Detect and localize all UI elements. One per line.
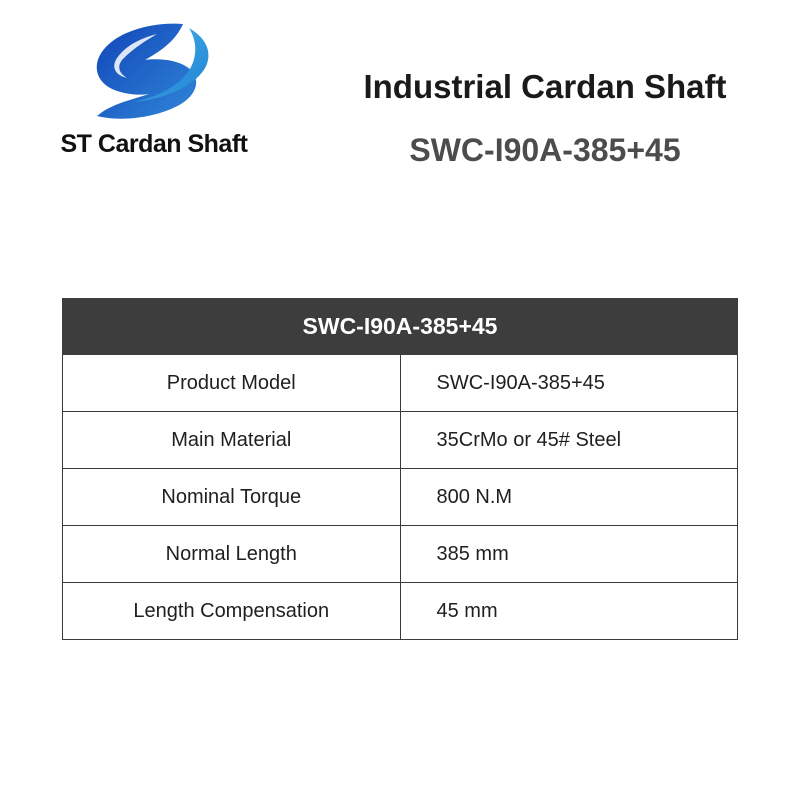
table-row: [63, 583, 738, 640]
row-value: 35CrMo or 45# Steel: [400, 412, 738, 469]
row-label: Length Compensation: [63, 583, 401, 640]
row-value: SWC-I90A-385+45: [400, 355, 738, 412]
row-value: 45 mm: [400, 583, 738, 640]
row-value: 385 mm: [400, 526, 738, 583]
table-row: [63, 412, 738, 469]
table-row: [63, 355, 738, 412]
specification-table: [62, 298, 738, 640]
title-block: [290, 18, 800, 169]
table-header-row: [63, 299, 738, 355]
page-header: [0, 18, 800, 198]
row-label: Main Material: [63, 412, 401, 469]
st-cardan-shaft-logo-icon: [87, 18, 222, 126]
table-row: [63, 469, 738, 526]
brand-block: [0, 18, 290, 159]
row-label: Product Model: [63, 355, 401, 412]
table-title: SWC-I90A-385+45: [63, 299, 738, 355]
row-label: Normal Length: [63, 526, 401, 583]
page-title: Industrial Cardan Shaft: [363, 68, 727, 105]
model-code: SWC-I90A-385+45: [409, 132, 681, 168]
row-value: 800 N.M: [400, 469, 738, 526]
row-label: Nominal Torque: [63, 469, 401, 526]
brand-name: ST Cardan Shaft: [60, 130, 248, 158]
table-row: [63, 526, 738, 583]
